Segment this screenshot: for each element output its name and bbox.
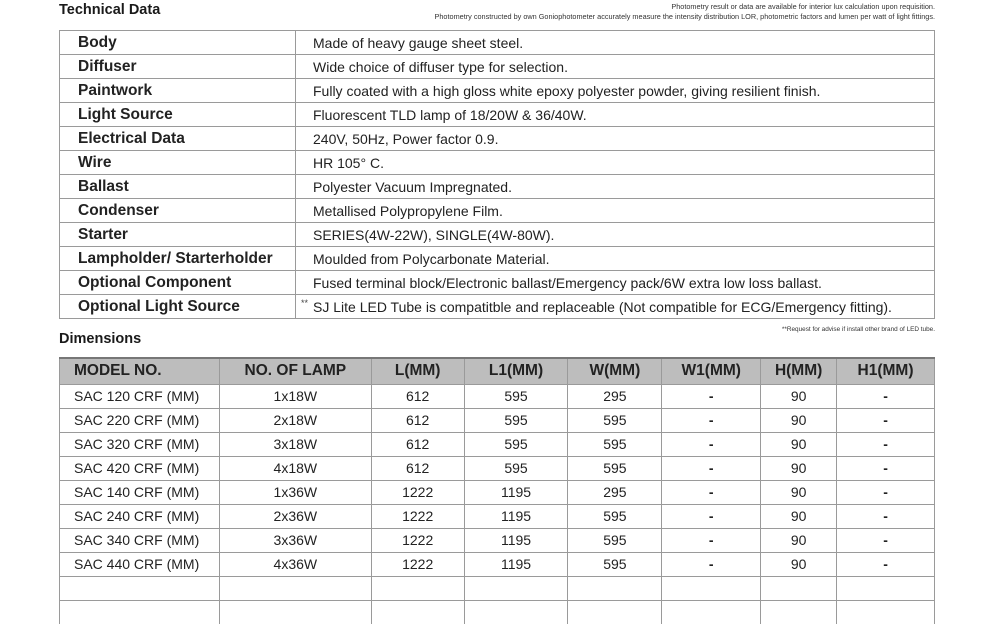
table-cell: 1x36W: [219, 480, 371, 504]
table-cell: -: [662, 432, 761, 456]
spec-value-cell: [296, 103, 935, 127]
table-cell: 3x18W: [219, 432, 371, 456]
table-cell: -: [662, 384, 761, 408]
table-cell: 90: [761, 432, 837, 456]
table-cell: 1222: [371, 480, 464, 504]
table-cell: -: [662, 552, 761, 576]
table-row: [60, 528, 935, 552]
table-row: [60, 504, 935, 528]
spec-label: Diffuser: [60, 55, 296, 79]
spec-value: Polyester Vacuum Impregnated.: [313, 178, 512, 195]
spec-value: Fused terminal block/Electronic ballast/Emergency pack/6W extra low loss ballast.: [313, 274, 822, 291]
table-cell: -: [837, 528, 935, 552]
spec-row: [60, 247, 935, 271]
spec-value-cell: [296, 151, 935, 175]
spec-row: [60, 103, 935, 127]
table-cell: [219, 600, 371, 624]
spec-row: [60, 295, 935, 319]
table-cell: SAC 420 CRF (MM): [60, 456, 220, 480]
column-header: L(MM): [371, 358, 464, 384]
table-cell: 4x36W: [219, 552, 371, 576]
table-cell: [568, 600, 662, 624]
column-header: H1(MM): [837, 358, 935, 384]
table-cell: 90: [761, 408, 837, 432]
table-cell: -: [837, 432, 935, 456]
table-cell: [219, 576, 371, 600]
table-cell: [662, 576, 761, 600]
table-cell: [761, 576, 837, 600]
table-cell: 595: [568, 456, 662, 480]
table-cell: -: [837, 552, 935, 576]
spec-value-cell: [296, 55, 935, 79]
spec-row: [60, 127, 935, 151]
table-cell: 1195: [464, 528, 568, 552]
table-cell: [761, 600, 837, 624]
dimensions-title: Dimensions: [59, 331, 142, 347]
table-cell: -: [662, 528, 761, 552]
spec-value-cell: [296, 175, 935, 199]
spec-label: Electrical Data: [60, 127, 296, 151]
spec-label: Paintwork: [60, 79, 296, 103]
table-cell: 1222: [371, 552, 464, 576]
spec-value: Wide choice of diffuser type for selection.: [313, 58, 568, 75]
spec-value-cell: [296, 31, 935, 55]
table-cell: SAC 140 CRF (MM): [60, 480, 220, 504]
table-cell: 1195: [464, 480, 568, 504]
spec-label: Optional Component: [60, 271, 296, 295]
table-cell: [837, 576, 935, 600]
column-header: H(MM): [761, 358, 837, 384]
table-cell: SAC 440 CRF (MM): [60, 552, 220, 576]
table-row: [60, 480, 935, 504]
spec-value: Made of heavy gauge sheet steel.: [313, 34, 524, 51]
spec-value-cell: [296, 247, 935, 271]
spec-value: Metallised Polypropylene Film.: [313, 202, 503, 219]
spec-value-cell: [296, 127, 935, 151]
spec-label: Starter: [60, 223, 296, 247]
table-cell: 4x18W: [219, 456, 371, 480]
spec-row: [60, 271, 935, 295]
table-cell: 90: [761, 480, 837, 504]
table-cell: -: [837, 384, 935, 408]
table-cell: -: [837, 408, 935, 432]
dimensions-table: [59, 357, 935, 624]
spec-value: HR 105° C.: [313, 154, 384, 171]
spec-row: [60, 79, 935, 103]
spec-value: SERIES(4W-22W), SINGLE(4W-80W).: [313, 226, 555, 243]
spec-value: Fully coated with a high gloss white epoxy polyester powder, giving resilient finish.: [313, 82, 821, 99]
column-header: W(MM): [568, 358, 662, 384]
spec-row: [60, 223, 935, 247]
column-header: L1(MM): [464, 358, 568, 384]
table-cell: -: [837, 480, 935, 504]
column-header: W1(MM): [662, 358, 761, 384]
table-cell: 612: [371, 384, 464, 408]
table-cell: 90: [761, 504, 837, 528]
table-cell: 612: [371, 408, 464, 432]
spec-label: Wire: [60, 151, 296, 175]
spec-value: Fluorescent TLD lamp of 18/20W & 36/40W.: [313, 106, 587, 123]
table-cell: 595: [568, 408, 662, 432]
spec-value-cell: [296, 295, 935, 319]
table-cell: [837, 600, 935, 624]
table-cell: 612: [371, 456, 464, 480]
dimensions-header-row: [60, 358, 935, 384]
footnote-marker: **: [301, 298, 309, 308]
led-tube-note: **Request for advise if install other brand of LED tube.: [781, 326, 935, 333]
spec-row: [60, 199, 935, 223]
table-cell: 595: [568, 504, 662, 528]
table-cell: 1222: [371, 528, 464, 552]
table-cell: [662, 600, 761, 624]
table-cell: 90: [761, 552, 837, 576]
table-row: [60, 408, 935, 432]
table-cell: 595: [464, 408, 568, 432]
table-row: [60, 576, 935, 600]
table-cell: 2x18W: [219, 408, 371, 432]
spec-value-cell: [296, 199, 935, 223]
table-cell: 90: [761, 456, 837, 480]
table-cell: SAC 240 CRF (MM): [60, 504, 220, 528]
spec-value: SJ Lite LED Tube is compatitble and replaceable (Not compatible for ECG/Emergency fitting).: [313, 298, 892, 315]
table-cell: 3x36W: [219, 528, 371, 552]
spec-value: 240V, 50Hz, Power factor 0.9.: [313, 130, 499, 147]
table-cell: 1222: [371, 504, 464, 528]
spec-value: Moulded from Polycarbonate Material.: [313, 250, 550, 267]
spec-row: [60, 31, 935, 55]
table-cell: SAC 120 CRF (MM): [60, 384, 220, 408]
table-row: [60, 432, 935, 456]
column-header: MODEL NO.: [60, 358, 220, 384]
table-cell: 90: [761, 528, 837, 552]
table-cell: [568, 576, 662, 600]
table-row: [60, 456, 935, 480]
spec-label: Condenser: [60, 199, 296, 223]
spec-row: [60, 151, 935, 175]
table-row: [60, 384, 935, 408]
column-header: NO. OF LAMP: [219, 358, 371, 384]
table-cell: 612: [371, 432, 464, 456]
technical-data-title: Technical Data: [59, 2, 161, 18]
table-cell: [60, 600, 220, 624]
table-cell: [371, 600, 464, 624]
spec-value-cell: [296, 79, 935, 103]
table-cell: -: [662, 456, 761, 480]
table-cell: -: [662, 504, 761, 528]
table-cell: [371, 576, 464, 600]
spec-label: Body: [60, 31, 296, 55]
table-cell: -: [837, 504, 935, 528]
table-cell: SAC 340 CRF (MM): [60, 528, 220, 552]
table-cell: 595: [464, 432, 568, 456]
table-cell: 595: [568, 552, 662, 576]
table-row: [60, 552, 935, 576]
table-cell: 295: [568, 480, 662, 504]
table-cell: [464, 600, 568, 624]
photometry-note-line-1: Photometry result or data are available for interior lux calculation upon requisition.: [671, 2, 935, 11]
table-cell: -: [837, 456, 935, 480]
table-cell: 595: [464, 456, 568, 480]
spec-row: [60, 175, 935, 199]
spec-value-cell: [296, 271, 935, 295]
photometry-note: [435, 2, 936, 22]
table-cell: 1195: [464, 552, 568, 576]
table-cell: 2x36W: [219, 504, 371, 528]
table-cell: 1x18W: [219, 384, 371, 408]
spec-row: [60, 55, 935, 79]
photometry-note-line-2: Photometry constructed by own Goniophotometer accurately measure the intensity distribution LOR, photometric factors and lumen per watt of light fittings.: [434, 12, 935, 21]
spec-label: Light Source: [60, 103, 296, 127]
table-cell: SAC 320 CRF (MM): [60, 432, 220, 456]
table-cell: 595: [568, 432, 662, 456]
spec-value-cell: [296, 223, 935, 247]
table-row: [60, 600, 935, 624]
table-cell: -: [662, 480, 761, 504]
table-cell: 295: [568, 384, 662, 408]
table-cell: 1195: [464, 504, 568, 528]
table-cell: -: [662, 408, 761, 432]
table-cell: 595: [568, 528, 662, 552]
technical-data-table: [59, 30, 935, 319]
table-cell: 90: [761, 384, 837, 408]
table-cell: [60, 576, 220, 600]
table-cell: SAC 220 CRF (MM): [60, 408, 220, 432]
spec-label: Optional Light Source: [60, 295, 296, 319]
spec-label: Lampholder/ Starterholder: [60, 247, 296, 271]
table-cell: [464, 576, 568, 600]
table-cell: 595: [464, 384, 568, 408]
spec-label: Ballast: [60, 175, 296, 199]
